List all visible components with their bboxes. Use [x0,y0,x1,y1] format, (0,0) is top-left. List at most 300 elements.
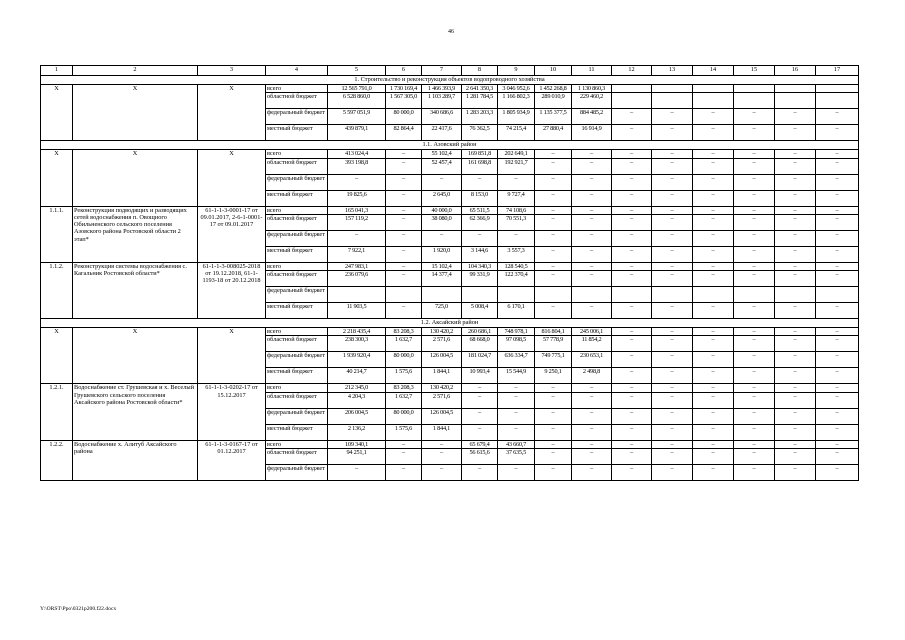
table-row [41,85,859,93]
amount-cell: – [693,368,734,384]
amount-cell [498,287,535,303]
amount-cell: – [652,368,693,384]
budget-source-label: федеральный бюджет [266,465,328,481]
amount-cell: 11 854,2 [572,336,612,352]
amount-cell: 130 420,2 [422,328,462,336]
amount-cell: – [693,125,734,141]
amount-cell: – [652,246,693,262]
amount-cell: – [775,174,816,190]
column-number: 1 [41,66,73,76]
amount-cell [612,93,652,109]
amount-cell: – [462,465,498,481]
amount-cell [612,287,652,303]
file-path-footer: Y:\ORST\Ppo\0321p200.f22.docx [40,606,117,612]
amount-cell: – [775,449,816,465]
amount-cell: – [652,384,693,392]
amount-cell: 94 251,1 [328,449,386,465]
amount-cell: – [422,465,462,481]
amount-cell: – [816,368,859,384]
amount-cell: – [572,246,612,262]
column-number: 11 [572,66,612,76]
amount-cell: – [572,424,612,440]
amount-cell: – [462,424,498,440]
amount-cell: – [775,109,816,125]
amount-cell: – [612,303,652,319]
amount-cell: – [535,262,572,270]
budget-source-label: областной бюджет [266,93,328,109]
amount-cell [535,287,572,303]
amount-cell: 43 660,7 [498,440,535,448]
amount-cell: 126 004,5 [422,408,462,424]
page-number: 46 [448,29,454,35]
budget-source-label: местный бюджет [266,368,328,384]
amount-cell: 1 130 860,3 [572,85,612,93]
amount-cell: – [535,246,572,262]
amount-cell: – [652,336,693,352]
amount-cell: – [816,158,859,174]
amount-cell: 2 645,0 [422,190,462,206]
budget-source-label: местный бюджет [266,125,328,141]
amount-cell: 80 000,0 [386,352,422,368]
amount-cell: – [572,303,612,319]
amount-cell: – [734,303,775,319]
amount-cell: 16 914,9 [572,125,612,141]
amount-cell: 2 571,6 [422,336,462,352]
amount-cell: 2 571,6 [422,392,462,408]
amount-cell: – [816,262,859,270]
amount-cell: 2 498,8 [572,368,612,384]
amount-cell: – [775,125,816,141]
amount-cell: 3 144,6 [462,246,498,262]
amount-cell: – [693,449,734,465]
amount-cell: 230 653,1 [572,352,612,368]
amount-cell: – [535,174,572,190]
table-row [41,440,859,448]
amount-cell: – [693,408,734,424]
amount-cell: – [535,206,572,214]
amount-cell: – [386,230,422,246]
object-name: Х [73,328,198,384]
amount-cell: – [386,303,422,319]
amount-cell: 82 864,4 [386,125,422,141]
amount-cell: 2 641 350,3 [462,85,498,93]
amount-cell: – [652,150,693,158]
amount-cell: 1 575,6 [386,424,422,440]
amount-cell: – [693,109,734,125]
amount-cell: – [328,174,386,190]
amount-cell: – [734,190,775,206]
amount-cell: – [612,214,652,230]
amount-cell: – [775,408,816,424]
amount-cell [612,85,652,93]
amount-cell: – [693,328,734,336]
amount-cell: – [328,230,386,246]
amount-cell: – [612,125,652,141]
amount-cell: 62 366,9 [462,214,498,230]
amount-cell: 65 679,4 [462,440,498,448]
amount-cell [816,93,859,109]
amount-cell: – [535,449,572,465]
amount-cell: – [535,271,572,287]
amount-cell: 1 730 169,4 [386,85,422,93]
amount-cell: – [612,384,652,392]
amount-cell: 9 727,4 [498,190,535,206]
section-title: 1. Строительство и реконструкция объектов водопроводного хозяйства [41,76,859,85]
amount-cell: – [386,440,422,448]
amount-cell: – [775,368,816,384]
amount-cell: – [652,206,693,214]
amount-cell: – [652,424,693,440]
amount-cell: 181 024,7 [462,352,498,368]
amount-cell: 10 993,4 [462,368,498,384]
column-number: 13 [652,66,693,76]
amount-cell: – [734,271,775,287]
amount-cell: – [535,190,572,206]
budget-source-label: всего [266,328,328,336]
object-name: Реконструкция подводящих и разводящих сетей водоснабжения п. Овощного Обильненского сельского поселения Азовского района Ростовской области 2 этап* [73,206,198,262]
amount-cell: – [693,190,734,206]
section-title-row [41,319,859,328]
amount-cell [734,85,775,93]
amount-cell: – [612,465,652,481]
section-title: 1.2. Аксайский район [41,319,859,328]
amount-cell: 56 615,6 [462,449,498,465]
amount-cell: – [816,303,859,319]
amount-cell: – [328,465,386,481]
budget-source-label: местный бюджет [266,190,328,206]
budget-source-label: областной бюджет [266,392,328,408]
amount-cell: – [612,328,652,336]
amount-cell: 1 466 393,9 [422,85,462,93]
amount-cell: – [572,384,612,392]
amount-cell: – [535,384,572,392]
amount-cell: 169 851,8 [462,150,498,158]
amount-cell: – [386,158,422,174]
amount-cell: 68 668,0 [462,336,498,352]
amount-cell: 1 575,6 [386,368,422,384]
amount-cell: – [572,150,612,158]
expert-conclusion: 61-1-1-3-008025-2018 от 19.12.2018, 61-1-1193-18 от 20.12.2018 [198,262,266,318]
amount-cell: – [734,384,775,392]
amount-cell: – [422,449,462,465]
amount-cell: – [775,262,816,270]
amount-cell: 157 119,2 [328,214,386,230]
amount-cell: 104 340,3 [462,262,498,270]
amount-cell: – [693,440,734,448]
object-name: Реконструкция системы водоснабжения с. Кагальник Ростовской области* [73,262,198,318]
amount-cell: – [775,158,816,174]
amount-cell: – [693,246,734,262]
amount-cell: – [775,190,816,206]
amount-cell: – [775,352,816,368]
amount-cell: 260 686,1 [462,328,498,336]
amount-cell: – [462,174,498,190]
amount-cell [775,85,816,93]
amount-cell: – [535,303,572,319]
expert-conclusion: Х [198,150,266,206]
amount-cell: – [572,465,612,481]
amount-cell: – [816,206,859,214]
amount-cell: – [612,352,652,368]
amount-cell: – [693,214,734,230]
amount-cell: 97 098,5 [498,336,535,352]
amount-cell: – [498,230,535,246]
column-number: 15 [734,66,775,76]
amount-cell: 1 632,7 [386,392,422,408]
amount-cell [734,287,775,303]
amount-cell [572,287,612,303]
amount-cell: 6 170,1 [498,303,535,319]
amount-cell: 126 004,5 [422,352,462,368]
amount-cell: – [535,230,572,246]
amount-cell: – [535,424,572,440]
amount-cell: – [652,190,693,206]
amount-cell: – [652,230,693,246]
amount-cell: – [498,174,535,190]
amount-cell: – [693,230,734,246]
amount-cell: – [572,214,612,230]
amount-cell: – [734,262,775,270]
amount-cell: – [652,174,693,190]
amount-cell: – [734,109,775,125]
item-number: 1.2.2. [41,440,73,480]
amount-cell: 2 218 435,4 [328,328,386,336]
table-row [41,262,859,270]
budget-source-label: областной бюджет [266,271,328,287]
amount-cell: 289 010,9 [535,93,572,109]
item-number: 1.1.2. [41,262,73,318]
amount-cell: – [734,174,775,190]
item-number: Х [41,150,73,206]
table-row [41,328,859,336]
budget-source-label: федеральный бюджет [266,230,328,246]
amount-cell: – [652,465,693,481]
amount-cell: – [734,328,775,336]
column-number: 9 [498,66,535,76]
amount-cell: 15 544,9 [498,368,535,384]
amount-cell: – [612,206,652,214]
amount-cell: – [386,262,422,270]
amount-cell: – [386,150,422,158]
amount-cell: 1 844,1 [422,424,462,440]
amount-cell: – [816,384,859,392]
amount-cell [693,93,734,109]
amount-cell: 99 331,9 [462,271,498,287]
amount-cell: – [612,150,652,158]
amount-cell: – [535,150,572,158]
amount-cell: – [693,158,734,174]
budget-source-label: всего [266,206,328,214]
amount-cell: – [693,352,734,368]
column-number: 10 [535,66,572,76]
amount-cell [462,287,498,303]
amount-cell: – [572,262,612,270]
budget-source-label: областной бюджет [266,449,328,465]
amount-cell: – [612,392,652,408]
amount-cell [816,287,859,303]
amount-cell: 5 008,4 [462,303,498,319]
amount-cell: – [734,368,775,384]
amount-cell: – [386,246,422,262]
amount-cell: – [535,158,572,174]
amount-cell: – [612,158,652,174]
amount-cell [422,287,462,303]
amount-cell: 65 511,5 [462,206,498,214]
budget-source-label: федеральный бюджет [266,109,328,125]
amount-cell: 1 805 934,9 [498,109,535,125]
amount-cell: – [652,408,693,424]
amount-cell: – [734,465,775,481]
amount-cell [328,287,386,303]
amount-cell [734,93,775,109]
amount-cell: 202 649,1 [498,150,535,158]
amount-cell: 128 540,5 [498,262,535,270]
amount-cell: 55 102,4 [422,150,462,158]
amount-cell: 80 000,0 [386,109,422,125]
section-title: 1.1. Азовский район [41,141,859,150]
amount-cell: – [462,384,498,392]
item-number: Х [41,328,73,384]
amount-cell: 3 046 952,6 [498,85,535,93]
amount-cell: – [734,206,775,214]
expert-conclusion: 61-1-1-3-0202-17 от 15.12.2017 [198,384,266,440]
amount-cell: 192 921,7 [498,158,535,174]
amount-cell: – [775,328,816,336]
amount-cell: – [652,352,693,368]
amount-cell: 393 198,8 [328,158,386,174]
amount-cell: 1 632,7 [386,336,422,352]
amount-cell: 109 340,1 [328,440,386,448]
amount-cell: – [612,336,652,352]
amount-cell: – [816,271,859,287]
amount-cell: 130 420,2 [422,384,462,392]
amount-cell: – [652,262,693,270]
amount-cell: – [612,174,652,190]
amount-cell: – [775,150,816,158]
amount-cell: – [816,408,859,424]
amount-cell: – [734,246,775,262]
amount-cell [386,287,422,303]
amount-cell: – [652,449,693,465]
amount-cell: – [816,125,859,141]
amount-cell: – [734,214,775,230]
amount-cell: 9 250,1 [535,368,572,384]
amount-cell: – [386,465,422,481]
amount-cell: – [816,109,859,125]
budget-source-label: местный бюджет [266,246,328,262]
expert-conclusion: Х [198,85,266,141]
column-number: 14 [693,66,734,76]
amount-cell [693,85,734,93]
amount-cell: 11 903,5 [328,303,386,319]
amount-cell: – [693,303,734,319]
amount-cell: – [775,206,816,214]
amount-cell: – [775,214,816,230]
amount-cell: – [498,424,535,440]
amount-cell: – [816,336,859,352]
column-number: 3 [198,66,266,76]
amount-cell: – [775,424,816,440]
amount-cell: – [652,328,693,336]
amount-cell: – [612,449,652,465]
item-number: 1.1.1. [41,206,73,262]
amount-cell: 413 024,4 [328,150,386,158]
amount-cell: 636 334,7 [498,352,535,368]
amount-cell: 40 000,0 [422,206,462,214]
amount-cell: – [386,190,422,206]
amount-cell: 122 370,4 [498,271,535,287]
amount-cell: 1 283 203,3 [462,109,498,125]
amount-cell [816,85,859,93]
section-title-row [41,76,859,85]
table-row [41,206,859,214]
amount-cell: – [816,352,859,368]
amount-cell: – [462,392,498,408]
amount-cell: 238 300,3 [328,336,386,352]
amount-cell: – [386,174,422,190]
amount-cell: – [386,449,422,465]
amount-cell: – [734,440,775,448]
amount-cell: – [612,262,652,270]
item-number: 1.2.1. [41,384,73,440]
amount-cell: 212 345,0 [328,384,386,392]
amount-cell: – [612,424,652,440]
amount-cell: 161 698,8 [462,158,498,174]
amount-cell: 2 136,2 [328,424,386,440]
amount-cell: 247 983,1 [328,262,386,270]
column-number: 5 [328,66,386,76]
amount-cell: 340 686,6 [422,109,462,125]
amount-cell: – [572,271,612,287]
amount-cell: – [462,230,498,246]
amount-cell: 22 417,6 [422,125,462,141]
amount-cell: 15 102,4 [422,262,462,270]
amount-cell: – [775,392,816,408]
amount-cell: – [816,174,859,190]
amount-cell: 1 452 268,8 [535,85,572,93]
budget-source-label: федеральный бюджет [266,174,328,190]
section-title-row [41,141,859,150]
amount-cell: – [386,271,422,287]
amount-cell: 236 079,6 [328,271,386,287]
budget-source-label: всего [266,262,328,270]
amount-cell: – [816,449,859,465]
object-name: Х [73,150,198,206]
amount-cell: – [498,465,535,481]
amount-cell: – [652,109,693,125]
amount-cell: – [734,336,775,352]
amount-cell: – [652,392,693,408]
amount-cell: 1 281 784,5 [462,93,498,109]
amount-cell: – [775,384,816,392]
column-number: 12 [612,66,652,76]
amount-cell: – [652,271,693,287]
amount-cell: 229 460,2 [572,93,612,109]
amount-cell: – [498,392,535,408]
amount-cell [775,93,816,109]
amount-cell [652,93,693,109]
amount-cell: – [386,206,422,214]
amount-cell: 725,0 [422,303,462,319]
amount-cell: – [693,271,734,287]
amount-cell: – [693,262,734,270]
budget-source-label: местный бюджет [266,424,328,440]
amount-cell: 8 153,0 [462,190,498,206]
amount-cell: 884 485,2 [572,109,612,125]
column-number: 2 [73,66,198,76]
amount-cell: 76 362,5 [462,125,498,141]
amount-cell: – [775,246,816,262]
